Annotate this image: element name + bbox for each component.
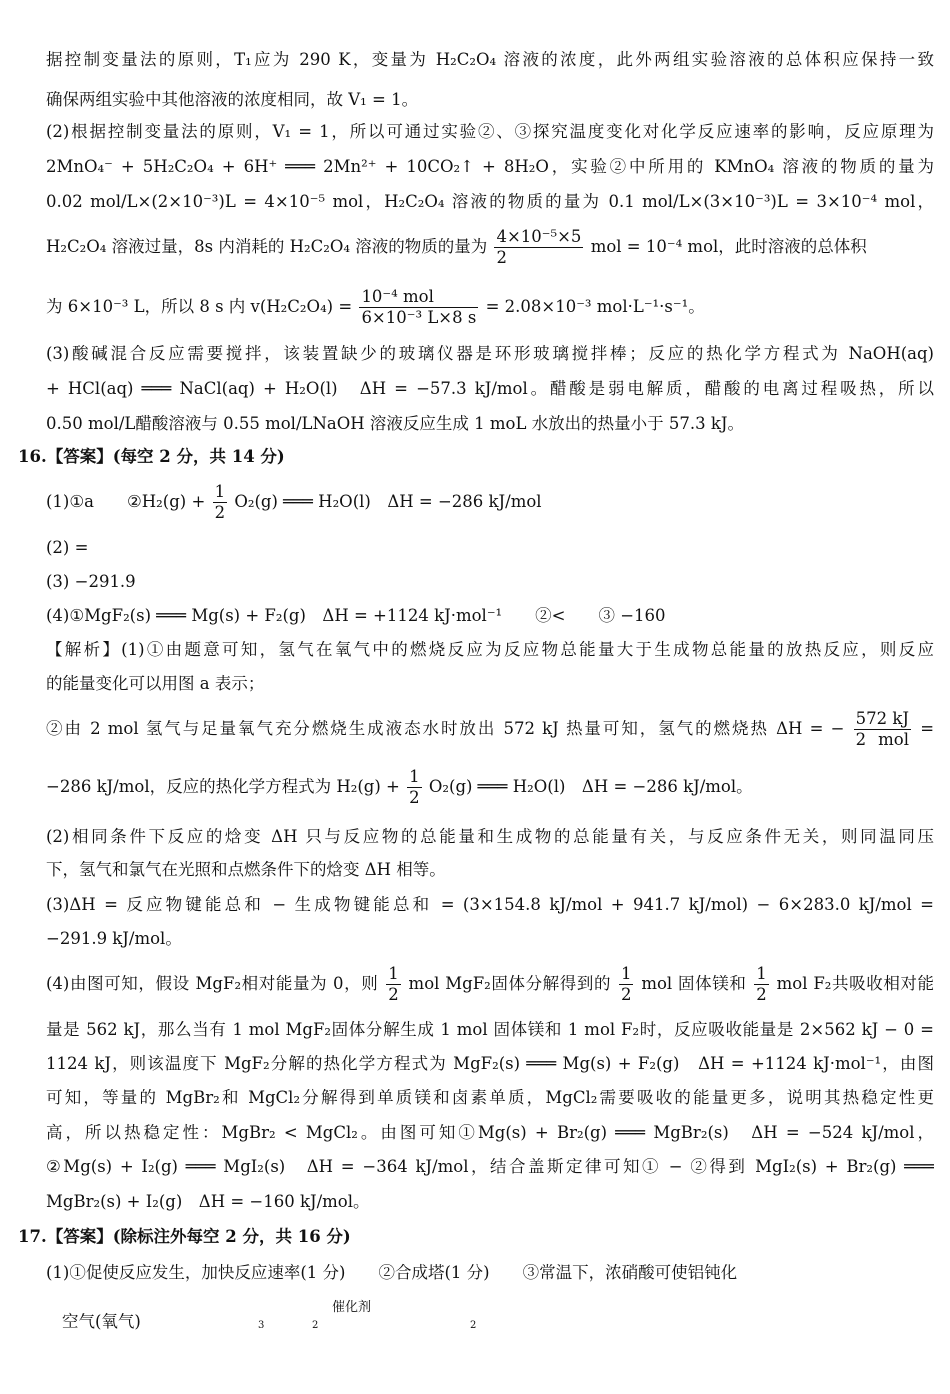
catalyst-label: 催化剂 <box>332 1300 372 1315</box>
q16-explain-6: 下，氢气和氯气在光照和点燃条件下的焓变 ΔH 相等。 <box>46 860 446 879</box>
fraction-denominator: 2 <box>388 985 399 1004</box>
fraction-denominator: 2 mol <box>855 730 909 749</box>
fraction-denominator: 2 <box>496 248 507 267</box>
fraction <box>213 482 228 523</box>
q16-explain-1: 【解析】(1)①由题意可知，氢气在氧气中的燃烧反应为反应物总能量大于生成物总能量的放热反应，则反应 <box>46 640 934 659</box>
flow-diagram-fragment <box>62 1300 542 1340</box>
q15-line-10: 0.50 mol/L醋酸溶液与 0.55 mol/LNaOH 溶液反应生成 1 moL 水放出的热量小于 57.3 kJ。 <box>46 414 745 433</box>
fraction-numerator: 1 <box>756 964 767 983</box>
fraction <box>386 964 401 1005</box>
q16-explain-2: 的能量变化可以用图 a 表示； <box>46 674 265 693</box>
q17-header: 17.【答案】(除标注外每空 2 分，共 16 分) <box>18 1227 351 1246</box>
fraction <box>854 709 911 750</box>
q15-line-7-text-b: = 2.08×10⁻³ mol·L⁻¹·s⁻¹。 <box>485 297 705 316</box>
q16-explain-4-text-a: −286 kJ/mol，反应的热化学方程式为 H₂(g) + <box>46 777 400 796</box>
q16-explain-4-text-b: O₂(g) ═══ H₂O(l) ΔH = −286 kJ/mol。 <box>428 777 753 796</box>
q16-explain-10: 量是 562 kJ，那么当有 1 mol MgF₂固体分解生成 1 mol 固体镁和 1 mol F₂时，反应吸收能量是 2×562 kJ − 0 = <box>46 1020 934 1039</box>
q15-line-9: + HCl(aq) ═══ NaCl(aq) + H₂O(l) ΔH = −57.3 kJ/mol。醋酸是弱电解质，醋酸的电离过程吸热，所以 <box>46 379 934 398</box>
q16-explain-9-text-a: (4)由图可知，假设 MgF₂相对能量为 0，则 <box>46 974 379 993</box>
fraction-denominator: 2 <box>214 503 226 522</box>
fraction <box>359 287 478 328</box>
q16-answer-2: (2) = <box>46 538 89 557</box>
q15-line-3: (2)根据控制变量法的原则，V₁ = 1，所以可通过实验②、③探究温度变化对化学反应速率的影响，反应原理为 <box>46 122 934 141</box>
q15-line-7-text-a: 为 6×10⁻³ L，所以 8 s 内 v(H₂C₂O₄) = <box>46 297 353 316</box>
q16-explain-9-text-c: mol 固体镁和 <box>641 974 747 993</box>
fraction <box>619 964 634 1005</box>
q16-explain-5: (2)相同条件下反应的焓变 ΔH 只与反应物的总能量和生成物的总能量有关，与反应条件无关，则同温同压 <box>46 827 934 846</box>
q17-answer-1: (1)①促使反应发生，加快反应速率(1 分) ②合成塔(1 分) ③常温下，浓硝酸可使铝钝化 <box>46 1263 738 1282</box>
q16-explain-13: 高，所以热稳定性：MgBr₂ < MgCl₂。由图可知①Mg(s) + Br₂(g) ═══ MgBr₂(s) ΔH = −524 kJ/mol， <box>46 1123 934 1142</box>
q15-line-6-text-b: mol = 10⁻⁴ mol，此时溶液的总体积 <box>590 237 867 256</box>
q16-explain-3-text-a: ②由 2 mol 氢气与足量氧气充分燃烧生成液态水时放出 572 kJ 热量可知，氢气的燃烧热 ΔH = − <box>46 719 845 738</box>
subscript-fragment: 3 <box>258 1320 265 1331</box>
q16-explain-9-text-b: mol MgF₂固体分解得到的 <box>408 974 612 993</box>
subscript-fragment: 2 <box>312 1320 319 1331</box>
q16-answer-1-text-b: O₂(g) ═══ H₂O(l) ΔH = −286 kJ/mol <box>234 492 542 511</box>
fraction-numerator: 1 <box>214 482 226 501</box>
q15-line-8: (3)酸碱混合反应需要搅拌，该装置缺少的玻璃仪器是环形玻璃搅拌棒；反应的热化学方程式为 NaOH(aq) <box>46 344 934 363</box>
q16-explain-3-text-b: = <box>920 719 934 738</box>
q16-explain-4 <box>46 765 934 809</box>
q16-explain-8: −291.9 kJ/mol。 <box>46 929 182 948</box>
q15-line-2: 确保两组实验中其他溶液的浓度相同，故 V₁ = 1。 <box>46 90 419 109</box>
q16-explain-7: (3)ΔH = 反应物键能总和 − 生成物键能总和 = (3×154.8 kJ/mol + 941.7 kJ/mol) − 6×283.0 kJ/mol = <box>46 895 934 914</box>
fraction-numerator: 1 <box>620 964 632 983</box>
q16-header: 16.【答案】(每空 2 分，共 14 分) <box>18 447 285 466</box>
q16-answer-1 <box>46 480 934 524</box>
fraction-denominator: 6×10⁻³ L×8 s <box>361 308 477 327</box>
fraction-numerator: 4×10⁻⁵×5 <box>496 227 582 246</box>
subscript-fragment: 2 <box>470 1320 477 1331</box>
q16-explain-15: MgBr₂(s) + I₂(g) ΔH = −160 kJ/mol。 <box>46 1192 370 1211</box>
q16-explain-9 <box>46 962 934 1006</box>
q16-explain-11: 1124 kJ，则该温度下 MgF₂分解的热化学方程式为 MgF₂(s) ═══ Mg(s) + F₂(g) ΔH = +1124 kJ·mol⁻¹，由图 <box>46 1054 934 1073</box>
q15-line-4: 2MnO₄⁻ + 5H₂C₂O₄ + 6H⁺ ═══ 2Mn²⁺ + 10CO₂↑ + 8H₂O，实验②中所用的 KMnO₄ 溶液的物质的量为 <box>46 157 934 176</box>
fraction-numerator: 1 <box>409 767 420 786</box>
q15-line-5: 0.02 mol/L×(2×10⁻³)L = 4×10⁻⁵ mol，H₂C₂O₄ 溶液的物质的量为 0.1 mol/L×(3×10⁻³)L = 3×10⁻⁴ mol， <box>46 192 934 211</box>
fraction <box>754 964 769 1005</box>
q16-explain-14: ②Mg(s) + I₂(g) ═══ MgI₂(s) ΔH = −364 kJ/mol，结合盖斯定律可知① − ②得到 MgI₂(s) + Br₂(g) ═══ <box>46 1157 934 1176</box>
q16-answer-1-text-a: (1)①a ②H₂(g) + <box>46 492 206 511</box>
fraction-denominator: 2 <box>409 788 420 807</box>
fraction-numerator: 1 <box>388 964 399 983</box>
q15-line-6-text-a: H₂C₂O₄ 溶液过量，8s 内消耗的 H₂C₂O₄ 溶液的物质的量为 <box>46 237 488 256</box>
q16-answer-3: (3) −291.9 <box>46 572 136 591</box>
fraction-denominator: 2 <box>620 985 632 1004</box>
fraction <box>407 767 422 808</box>
fraction <box>494 227 583 268</box>
q16-explain-12: 可知，等量的 MgBr₂和 MgCl₂分解得到单质镁和卤素单质，MgCl₂需要吸收的能量更多，说明其热稳定性更 <box>46 1088 934 1107</box>
q15-line-6 <box>46 225 934 269</box>
fraction-numerator: 10⁻⁴ mol <box>359 287 478 308</box>
fraction-denominator: 2 <box>756 985 767 1004</box>
q16-answer-4: (4)①MgF₂(s) ═══ Mg(s) + F₂(g) ΔH = +1124 kJ·mol⁻¹ ②< ③ −160 <box>46 606 666 625</box>
q16-explain-3 <box>46 707 934 751</box>
air-oxygen-label: 空气(氧气) <box>62 1312 141 1331</box>
q15-line-7 <box>46 285 934 329</box>
fraction-numerator: 572 kJ <box>855 709 909 728</box>
q16-explain-9-text-d: mol F₂共吸收相对能 <box>776 974 934 993</box>
q15-line-1: 据控制变量法的原则，T₁应为 290 K，变量为 H₂C₂O₄ 溶液的浓度，此外两组实验溶液的总体积应保持一致 <box>46 50 934 69</box>
